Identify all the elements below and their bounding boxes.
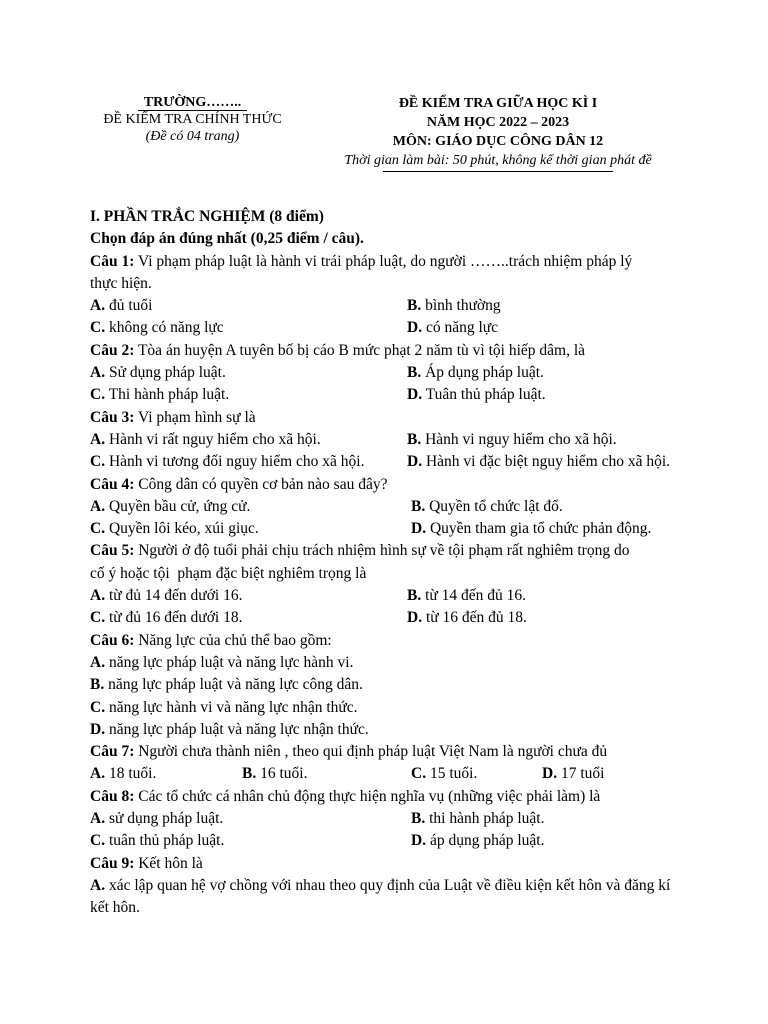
option-b[interactable]: B. Hành vi nguy hiểm cho xã hội. (407, 430, 617, 448)
question-text: Vi phạm hình sự là (137, 408, 256, 426)
school-name: TRƯỜNG…….. (138, 95, 247, 111)
question-1-cont: thực hiện. (90, 274, 152, 292)
options-row (90, 830, 690, 852)
official-exam-label: ĐỀ KIỂM TRA CHÍNH THỨC (103, 112, 282, 127)
option-c[interactable]: C. Hành vi tương đối nguy hiểm cho xã hội. (90, 453, 365, 471)
question-text: Các tổ chức cá nhân chủ động thực hiện nghĩa vụ (những việc phải làm) là (138, 787, 601, 805)
question-text: Tòa án huyện A tuyên bố bị cáo B mức phạt 2 năm tù vì tội hiếp dâm, là (137, 341, 586, 359)
option-a[interactable]: A. năng lực pháp luật và năng lực hành vi. (90, 653, 354, 671)
option-d[interactable]: D. năng lực pháp luật và năng lực nhận thức. (90, 720, 369, 738)
question-label: Câu 2: (90, 341, 135, 359)
question-1 (90, 251, 690, 273)
option-b[interactable]: B. bình thường (407, 297, 501, 315)
option-a[interactable]: A. sử dụng pháp luật. (90, 810, 224, 828)
header-rule (383, 171, 613, 172)
question-label: Câu 4: (90, 475, 135, 493)
option-b[interactable]: B. từ 14 đến đủ 16. (407, 587, 527, 605)
options-row (90, 362, 690, 384)
section-instruction: Chọn đáp án đúng nhất (0,25 điểm / câu). (90, 230, 364, 248)
question-text: Năng lực của chủ thể bao gồm: (138, 631, 332, 649)
options-row (90, 429, 690, 451)
question-2 (90, 340, 690, 362)
option-d[interactable]: D. Tuân thủ pháp luật. (407, 386, 546, 404)
subject: MÔN: GIÁO DỤC CÔNG DÂN 12 (392, 134, 604, 149)
options-row (90, 451, 690, 473)
time-limit: Thời gian làm bài: 50 phút, không kể thời gian phát đề (344, 153, 652, 168)
question-6 (90, 630, 690, 652)
question-text: Kết hôn là (138, 854, 203, 872)
question-label: Câu 8: (90, 787, 135, 805)
option-c[interactable]: C. Thi hành pháp luật. (90, 386, 230, 404)
options-row (90, 763, 690, 785)
school-header (80, 94, 305, 145)
option-c[interactable]: C. tuân thủ pháp luật. (90, 832, 225, 850)
question-label: Câu 7: (90, 743, 135, 761)
option-d[interactable]: D. từ 16 đến đủ 18. (407, 609, 527, 627)
option-d[interactable]: D. có năng lực (407, 319, 499, 337)
options-row (90, 384, 690, 406)
exam-header (318, 94, 678, 172)
question-label: Câu 3: (90, 408, 135, 426)
option-d[interactable]: D. áp dụng pháp luật. (411, 832, 545, 850)
option-d[interactable]: D. Hành vi đặc biệt nguy hiểm cho xã hội. (407, 453, 671, 471)
option-b[interactable]: B. năng lực pháp luật và năng lực công dân. (90, 676, 363, 694)
option-b[interactable]: B. Áp dụng pháp luật. (407, 364, 544, 382)
option-d[interactable]: D. 17 tuổi (542, 765, 605, 783)
option-d[interactable]: D. Quyền tham gia tổ chức phản động. (411, 520, 652, 538)
question-label: Câu 1: (90, 252, 135, 270)
question-4 (90, 474, 690, 496)
option-b[interactable]: B. Quyền tổ chức lật đổ. (411, 497, 563, 515)
options-row (90, 607, 690, 629)
section-title: I. PHẦN TRẮC NGHIỆM (8 điểm) (90, 208, 324, 225)
question-9 (90, 853, 690, 875)
option-c[interactable]: C. không có năng lực (90, 319, 224, 337)
question-7 (90, 741, 690, 763)
option-b[interactable]: B. 16 tuổi. (242, 765, 308, 783)
question-text: Người chưa thành niên , theo qui định pháp luật Việt Nam là người chưa đủ (138, 743, 608, 761)
option-a[interactable]: A. đủ tuổi (90, 297, 153, 315)
question-label: Câu 5: (90, 542, 135, 560)
question-8 (90, 786, 690, 808)
option-a[interactable]: A. 18 tuổi. (90, 765, 157, 783)
option-a[interactable]: A. Sử dụng pháp luật. (90, 364, 226, 382)
option-c[interactable]: C. từ đủ 16 đến dưới 18. (90, 609, 243, 627)
question-5 (90, 540, 690, 562)
page-count-note: (Đề có 04 trang) (145, 129, 240, 144)
exam-body (90, 206, 690, 920)
options-row (90, 295, 690, 317)
question-5-cont: cố ý hoặc tội phạm đặc biệt nghiêm trọng là (90, 564, 367, 582)
options-row (90, 808, 690, 830)
question-text: Vi phạm pháp luật là hành vi trái pháp luật, do người ……..trách nhiệm pháp lý (137, 252, 633, 270)
exam-title: ĐỀ KIỂM TRA GIỮA HỌC KÌ I (398, 96, 598, 111)
option-a[interactable]: A. xác lập quan hệ vợ chồng với nhau theo quy định của Luật về điều kiện kết hôn và đăng kí kết hôn. (90, 876, 671, 917)
question-text: Người ở độ tuổi phải chịu trách nhiệm hình sự về tội phạm rất nghiêm trọng do (138, 542, 630, 560)
question-label: Câu 6: (90, 631, 135, 649)
options-row (90, 317, 690, 339)
question-3 (90, 407, 690, 429)
options-row (90, 585, 690, 607)
option-c[interactable]: C. Quyền lôi kéo, xúi giục. (90, 520, 259, 538)
question-text: Công dân có quyền cơ bản nào sau đây? (138, 475, 388, 493)
options-row (90, 496, 690, 518)
school-year: NĂM HỌC 2022 – 2023 (426, 115, 570, 130)
options-row (90, 518, 690, 540)
option-b[interactable]: B. thi hành pháp luật. (411, 810, 545, 828)
option-c[interactable]: C. năng lực hành vi và năng lực nhận thức. (90, 698, 358, 716)
option-a[interactable]: A. Hành vi rất nguy hiểm cho xã hội. (90, 430, 321, 448)
option-a[interactable]: A. Quyền bầu cử, ứng cử. (90, 497, 251, 515)
option-a[interactable]: A. từ đủ 14 đến dưới 16. (90, 587, 243, 605)
option-c[interactable]: C. 15 tuổi. (411, 765, 478, 783)
question-label: Câu 9: (90, 854, 135, 872)
